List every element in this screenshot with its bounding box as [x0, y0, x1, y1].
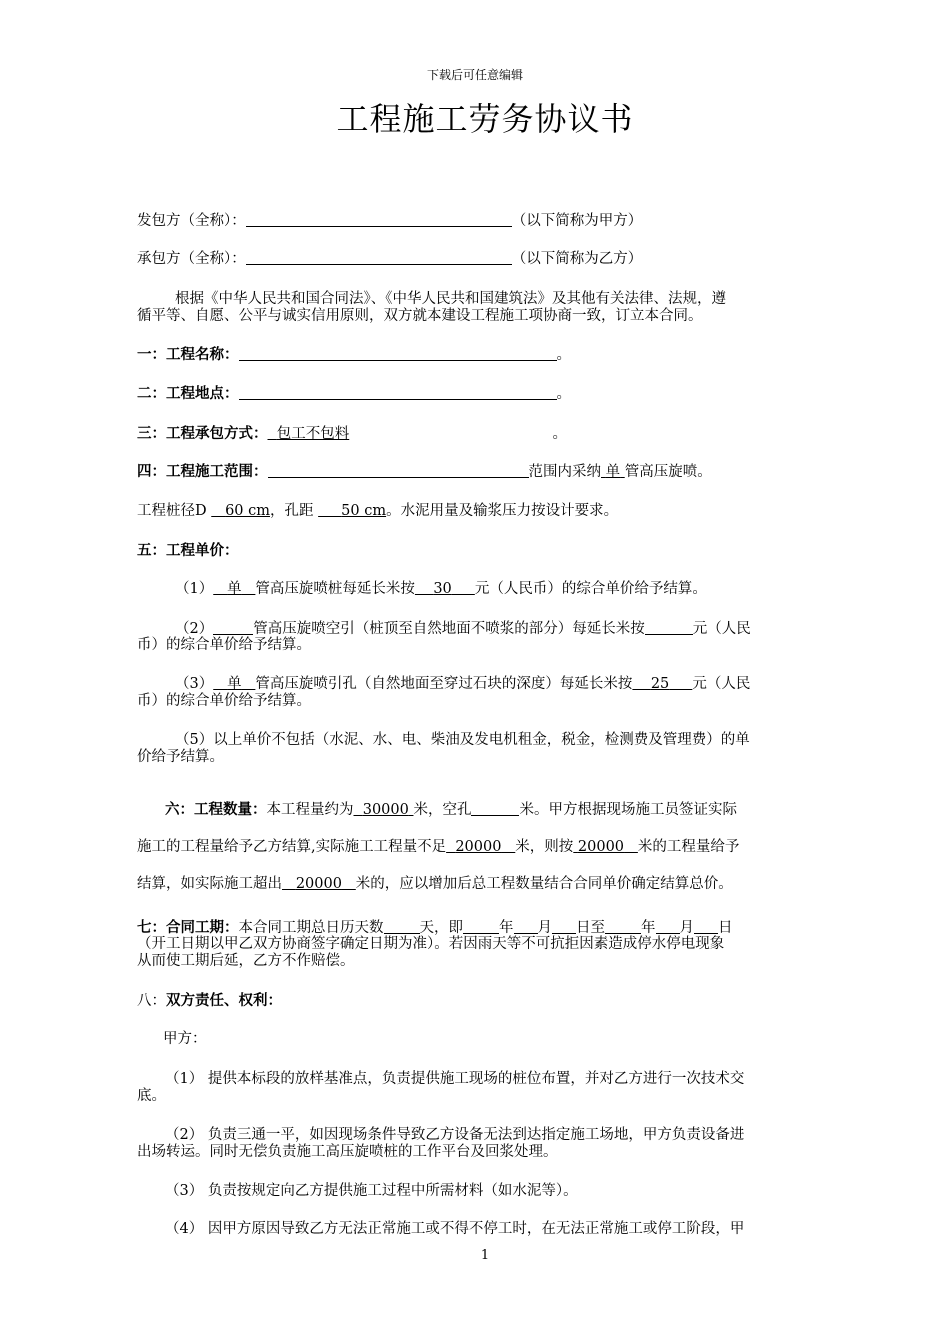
- section-6-line-2: [137, 839, 739, 856]
- min-quantity-field-1[interactable]: [446, 839, 515, 855]
- section-7-line-1: [137, 919, 733, 937]
- party-a-label: 发包方（全称）：: [137, 213, 246, 229]
- intro-line-2: 循平等、自愿、公平与诚实信用原则，双方就本建设工程施工项协商一致，订立本合同。: [137, 308, 703, 324]
- section-1-label: 一：工程名称：: [137, 346, 239, 363]
- price-item-1-text: 管高压旋喷桩每延长米按: [255, 581, 415, 597]
- party-b-suffix: （以下简称为乙方）: [511, 251, 643, 267]
- price-item-1-tail: 元（人民币）的综合单价给予结算。: [474, 581, 707, 597]
- section-8-number: 八：: [137, 993, 166, 1009]
- section-8-title: 双方责任、权利：: [166, 992, 282, 1009]
- price-item-3-tail: 元（人民: [692, 676, 751, 692]
- section-8-label: [137, 992, 282, 1010]
- start-year-field[interactable]: [463, 919, 499, 934]
- party-a-row: [137, 212, 642, 230]
- duty-4-line-1: （4） 因甲方原因导致乙方无法正常施工或不得不停工时，在无法正常施工或停工阶段，甲: [165, 1221, 745, 1237]
- pile-spec-tail: 。水泥用量及输浆压力按设计要求。: [386, 503, 619, 519]
- quantity-value: 30000: [362, 802, 409, 818]
- price-item-3-no: （3）: [175, 676, 214, 692]
- section-4-end: 管高压旋喷。: [624, 464, 712, 480]
- section-7-day-to: 日至: [576, 920, 605, 936]
- party-b-field[interactable]: [246, 250, 512, 265]
- section-4-label: 四：工程施工范围：: [137, 463, 268, 480]
- price-item-3-price-value: 25: [650, 676, 670, 692]
- section-6-text-c: 米。甲方根据现场施工员签证实际: [519, 802, 737, 818]
- pile-spacing-value: 50 cm: [341, 503, 387, 519]
- section-4: [137, 463, 712, 481]
- section-7-text-a: 本合同工期总日历天数: [238, 920, 384, 936]
- pile-spacing-label: ，孔距: [270, 503, 314, 519]
- total-days-field[interactable]: [384, 919, 420, 934]
- price-item-1-price-value: 30: [433, 581, 452, 597]
- intro-line-1: 根据《中华人民共和国合同法》、《中华人民共和国建筑法》及其他有关法律、法规，遵: [175, 291, 726, 307]
- section-6-text-a: 本工程量约为: [266, 802, 354, 818]
- price-item-3-text: 管高压旋喷引孔（自然地面至穿过石块的深度）每延长米按: [255, 676, 633, 692]
- price-item-1-no: （1）: [175, 581, 214, 597]
- contract-mode-field[interactable]: [268, 426, 553, 443]
- price-item-5-line-1: （5）以上单价不包括（水泥、水、电、柴油及发电机租金，税金，检测费及管理费）的单: [175, 732, 750, 748]
- pile-spacing-field[interactable]: [318, 503, 386, 519]
- end-year-field[interactable]: [605, 919, 641, 934]
- price-item-3-type-value: 单: [227, 676, 242, 692]
- min-quantity-field-2[interactable]: [573, 839, 638, 855]
- document-title: 工程施工劳务协议书: [336, 100, 634, 138]
- start-day-field[interactable]: [552, 919, 576, 934]
- price-item-2: [175, 620, 751, 638]
- section-7-year: 年: [499, 920, 514, 936]
- section-6-text-f: 米的工程量给予: [637, 839, 740, 855]
- scope-field[interactable]: [268, 463, 529, 478]
- header-note: 下载后可任意编辑: [426, 68, 523, 82]
- section-2-end: 。: [556, 386, 571, 402]
- duty-2-line-1: （2） 负责三通一平，如因现场条件导致乙方设备无法到达指定施工场地，甲方负责设备进: [165, 1127, 745, 1143]
- section-7-month-2: 月: [679, 920, 694, 936]
- price-item-3: [175, 676, 750, 693]
- price-item-2-line-2: 币）的综合单价给予结算。: [137, 637, 311, 653]
- start-month-field[interactable]: [514, 919, 538, 934]
- duty-1-line-1: （1） 提供本标段的放样基准点，负责提供施工现场的桩位布置，并对乙方进行一次技术交: [165, 1071, 745, 1087]
- price-item-2-type-field[interactable]: [213, 620, 253, 635]
- party-a-suffix: （以下简称为甲方）: [511, 213, 643, 229]
- pile-spec: [137, 503, 618, 520]
- party-a-heading: 甲方：: [163, 1031, 207, 1047]
- min-quantity-value-2: 20000: [577, 839, 625, 855]
- section-7-month: 月: [537, 920, 552, 936]
- party-b-label: 承包方（全称）：: [137, 251, 246, 267]
- section-6-text-h: 米的，应以增加后总工程数量结合合同单价确定结算总价。: [355, 876, 733, 892]
- price-item-3-type[interactable]: [213, 676, 255, 692]
- section-5-label: 五：工程单价：: [137, 542, 239, 559]
- section-6-line-1: [165, 801, 737, 819]
- section-1-end: 。: [556, 347, 571, 363]
- section-7-text-b: 天，即: [419, 920, 463, 936]
- price-item-5-line-2: 价给予结算。: [137, 749, 224, 765]
- price-item-3-line-2: 币）的综合单价给予结算。: [137, 693, 311, 709]
- duty-1-line-2: 底。: [137, 1088, 166, 1104]
- end-month-field[interactable]: [656, 919, 680, 934]
- section-7-line-2: （开工日期以甲乙双方协商签字确定日期为准）。若因雨天等不可抗拒因素造成停水停电现象: [137, 936, 725, 952]
- section-1: [137, 346, 571, 364]
- section-2: [137, 385, 571, 403]
- empty-hole-field[interactable]: [471, 801, 519, 816]
- over-quantity-field[interactable]: [282, 876, 356, 892]
- scope-type[interactable]: [601, 464, 625, 480]
- section-6-text-d: 施工的工程量给予乙方结算,实际施工工程量不足: [137, 839, 447, 855]
- party-b-row: [137, 250, 642, 268]
- section-6-text-e: 米，则按: [515, 839, 574, 855]
- price-item-2-price-field[interactable]: [645, 620, 693, 635]
- scope-type-value: 单: [605, 464, 621, 480]
- section-7-line-3: 从而使工期后延，乙方不作赔偿。: [137, 953, 355, 969]
- section-6-label: 六：工程数量：: [165, 801, 267, 818]
- section-3: [137, 425, 567, 443]
- pile-diameter-value: 60 cm: [225, 503, 271, 519]
- section-6-line-3: [137, 876, 733, 893]
- section-6-text-g: 结算，如实际施工超出: [137, 876, 282, 892]
- pile-diameter-field[interactable]: [211, 503, 270, 519]
- contract-mode-value: 包工不包料: [276, 426, 350, 442]
- page-number: 1: [480, 1248, 490, 1263]
- price-item-2-tail: 元（人民: [692, 621, 751, 637]
- price-item-1: [175, 581, 707, 598]
- duty-2-line-2: 出场转运。同时无偿负责施工高压旋喷桩的工作平台及回浆处理。: [137, 1144, 558, 1160]
- section-3-end: 。: [552, 426, 567, 442]
- price-item-2-no: （2）: [175, 621, 214, 637]
- min-quantity-value-1: 20000: [455, 839, 502, 855]
- price-item-3-price[interactable]: [632, 676, 692, 692]
- section-7-day-2: 日: [718, 920, 733, 936]
- over-quantity-value: 20000: [295, 876, 342, 892]
- duty-3: （3） 负责按规定向乙方提供施工过程中所需材料（如水泥等）。: [165, 1183, 578, 1199]
- price-item-1-type[interactable]: [213, 581, 255, 597]
- project-location-field[interactable]: [239, 385, 557, 400]
- price-item-2-text: 管高压旋喷空引（桩顶至自然地面不喷浆的部分）每延长米按: [253, 621, 645, 637]
- section-7-label: 七：合同工期：: [137, 919, 239, 936]
- party-a-field[interactable]: [246, 212, 512, 227]
- pile-diameter-label: 工程桩径D: [137, 503, 207, 519]
- project-name-field[interactable]: [239, 346, 557, 361]
- price-item-1-type-value: 单: [227, 581, 242, 597]
- quantity-field[interactable]: [354, 802, 414, 818]
- section-3-label: 三：工程承包方式：: [137, 425, 268, 442]
- end-day-field[interactable]: [694, 919, 718, 934]
- section-6-text-b: 米，空孔: [413, 802, 472, 818]
- price-item-1-price[interactable]: [415, 581, 475, 597]
- section-2-label: 二：工程地点：: [137, 385, 239, 402]
- section-4-mid: 范围内采纳: [528, 464, 601, 480]
- section-7-year-2: 年: [641, 920, 656, 936]
